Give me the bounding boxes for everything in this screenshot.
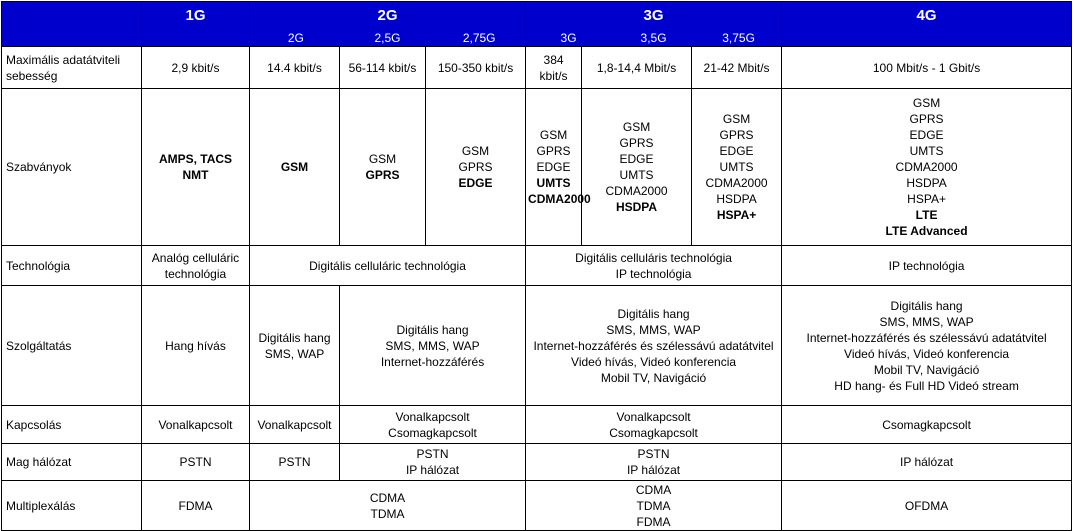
service-line: Digitális hang [617,306,690,321]
cell-1g: Vonalkapcsolt [142,406,250,444]
cell-1g: Hang hívás [142,286,250,406]
cell-4g: OFDMA [782,481,1072,531]
service-line: Videó hívás, Videó konferencia [571,354,737,369]
standard-name: GPRS [909,112,944,126]
row-label: Maximális adatátviteli sebesség [2,47,142,89]
header-2g-subs [250,28,525,46]
cell-2-5g-2-75g [340,406,526,444]
cell-2g-group: Digitális celluláric technológia [250,246,526,286]
service-line: Digitális hang [396,322,469,337]
service-line: SMS, MMS, WAP [606,322,701,337]
generations-comparison-table [1,1,1072,531]
cell-3g-group [526,481,782,531]
service-line: Mobil TV, Navigáció [873,362,980,377]
cell-2g: Vonalkapcsolt [250,406,340,444]
standard-name: GPRS [719,128,754,142]
technology-line: IP technológia [615,266,692,281]
multiplex-line: TDMA [636,498,671,513]
row-standards [2,89,1072,246]
multiplex-line: CDMA [635,482,672,497]
cell-2g: PSTN [250,444,340,481]
multiplex-line: TDMA [370,506,405,521]
standard-name: EDGE [458,176,493,190]
cell-3g-group [526,286,782,406]
standard-name: GPRS [365,168,400,182]
header-3g: 3G [643,7,664,24]
cell-2g [250,286,340,406]
switching-line: Csomagkapcsolt [388,425,477,440]
cell-1g: 2,9 kbit/s [142,47,250,89]
row-label: Szabványok [2,89,142,246]
cell-2-5g [340,89,426,246]
standard-name: CDMA2000 [705,176,768,190]
header-3g-sub: 3G [560,31,577,45]
row-services [2,286,1072,406]
standard-name: GSM [280,160,309,174]
header-3g-sub: 3,75G [722,31,755,45]
standard-name: AMPS, TACS [158,152,233,166]
standard-name: EDGE [909,128,944,142]
standard-name: EDGE [619,152,654,166]
cell-1g: FDMA [142,481,250,531]
row-label: Mag hálózat [2,444,142,481]
cell-3g: 384 kbit/s [526,47,582,89]
service-line: Videó hívás, Videó konferencia [844,346,1010,361]
cell-2-5g: 56-114 kbit/s [340,47,426,89]
cell-4g [782,286,1072,406]
standard-name: GSM [912,96,941,110]
cell-3g-group [526,444,782,481]
standard-name: GSM [368,152,397,166]
technology-line: Digitális celluláris technológia [575,250,732,265]
cell-2-5g-2-75g [340,444,526,481]
cell-4g: Csomagkapcsolt [782,406,1072,444]
cell-4g [782,89,1072,246]
standard-name: CDMA2000 [528,192,591,206]
cell-3g [526,89,591,246]
service-line: SMS, MMS, WAP [879,314,974,329]
header-1g: 1G [142,2,250,47]
row-core-network [2,444,1072,481]
row-switching [2,406,1072,444]
switching-line: Vonalkapcsolt [616,409,691,424]
cell-3g-group [526,406,782,444]
standard-name: EDGE [719,144,754,158]
core-line: PSTN [637,447,670,461]
service-line: Internet-hozzáférés [380,354,485,369]
core-line: IP hálózat [405,463,460,477]
row-label: Kapcsolás [2,406,142,444]
standard-name: UMTS [719,160,754,174]
cell-3-75g [692,89,782,246]
cell-3-75g: 21-42 Mbit/s [692,47,782,89]
row-label: Technológia [2,246,142,286]
standard-name: EDGE [536,160,571,174]
cell-4g: IP technológia [782,246,1072,286]
standard-name: CDMA2000 [605,184,668,198]
service-line: SMS, WAP [264,346,325,361]
header-row [2,2,1072,47]
standard-name: GPRS [536,144,571,158]
standard-name: GSM [539,128,568,142]
standard-name: GSM [461,144,490,158]
service-line: HD hang- és Full HD Videó stream [834,378,1019,393]
standard-name: HSPA+ [907,192,946,206]
header-2g-sub: 2,5G [374,31,401,45]
multiplex-line: FDMA [636,514,671,529]
header-3g-subs [526,28,781,46]
service-line: Internet-hozzáférés és szélessávú adatátvitel [806,330,1047,345]
cell-2g: 14.4 kbit/s [250,47,340,89]
cell-2g-group [250,481,526,531]
row-label: Multiplexálás [2,481,142,531]
cell-4g: IP hálózat [782,444,1072,481]
core-line: IP hálózat [626,463,681,477]
header-2g-sub: 2,75G [462,31,496,45]
cell-1g: Analóg celluláric technológia [142,246,250,286]
cell-1g: PSTN [142,444,250,481]
service-line: Digitális hang [890,298,963,313]
standard-name: HSDPA [906,176,947,190]
standard-name: GPRS [458,160,493,174]
header-3g-group [526,2,782,47]
row-multiplexing [2,481,1072,531]
standard-name: UMTS [909,144,944,158]
cell-2-5g-2-75g [340,286,526,406]
switching-line: Vonalkapcsolt [395,409,470,424]
cell-1g [142,89,250,246]
cell-2-75g [426,89,526,246]
cell-3-5g: 1,8-14,4 Mbit/s [582,47,692,89]
header-empty-cell [2,2,142,47]
header-2g-group [250,2,526,47]
standard-name: LTE Advanced [885,224,968,238]
standard-name: HSPA+ [716,208,757,222]
header-2g-sub: 2G [287,31,304,45]
service-line: Internet-hozzáférés és szélessávú adatátvitel [533,338,774,353]
standard-name: GPRS [619,136,654,150]
standard-name: LTE [915,208,938,222]
service-line: SMS, MMS, WAP [385,338,480,353]
header-3g-sub: 3,5G [640,31,667,45]
switching-line: Csomagkapcsolt [609,425,698,440]
row-technology [2,246,1072,286]
cell-2g [250,89,340,246]
service-line: Mobil TV, Navigáció [600,370,707,385]
standard-name: HSDPA [615,200,658,214]
cell-3-5g [582,89,692,246]
core-line: PSTN [416,447,449,461]
row-label: Szolgáltatás [2,286,142,406]
header-2g: 2G [377,7,398,24]
standard-name: UMTS [536,176,571,190]
cell-4g: 100 Mbit/s - 1 Gbit/s [782,47,1072,89]
standard-name: GSM [622,120,651,134]
cell-3g-group [526,246,782,286]
row-speed [2,47,1072,89]
standard-name: CDMA2000 [895,160,958,174]
standard-name: NMT [182,168,209,182]
header-4g: 4G [782,2,1072,47]
multiplex-line: CDMA [369,490,406,505]
standard-name: GSM [722,112,751,126]
standard-name: HSDPA [716,192,757,206]
standard-name: UMTS [619,168,654,182]
cell-2-75g: 150-350 kbit/s [426,47,526,89]
service-line: Digitális hang [258,330,331,345]
